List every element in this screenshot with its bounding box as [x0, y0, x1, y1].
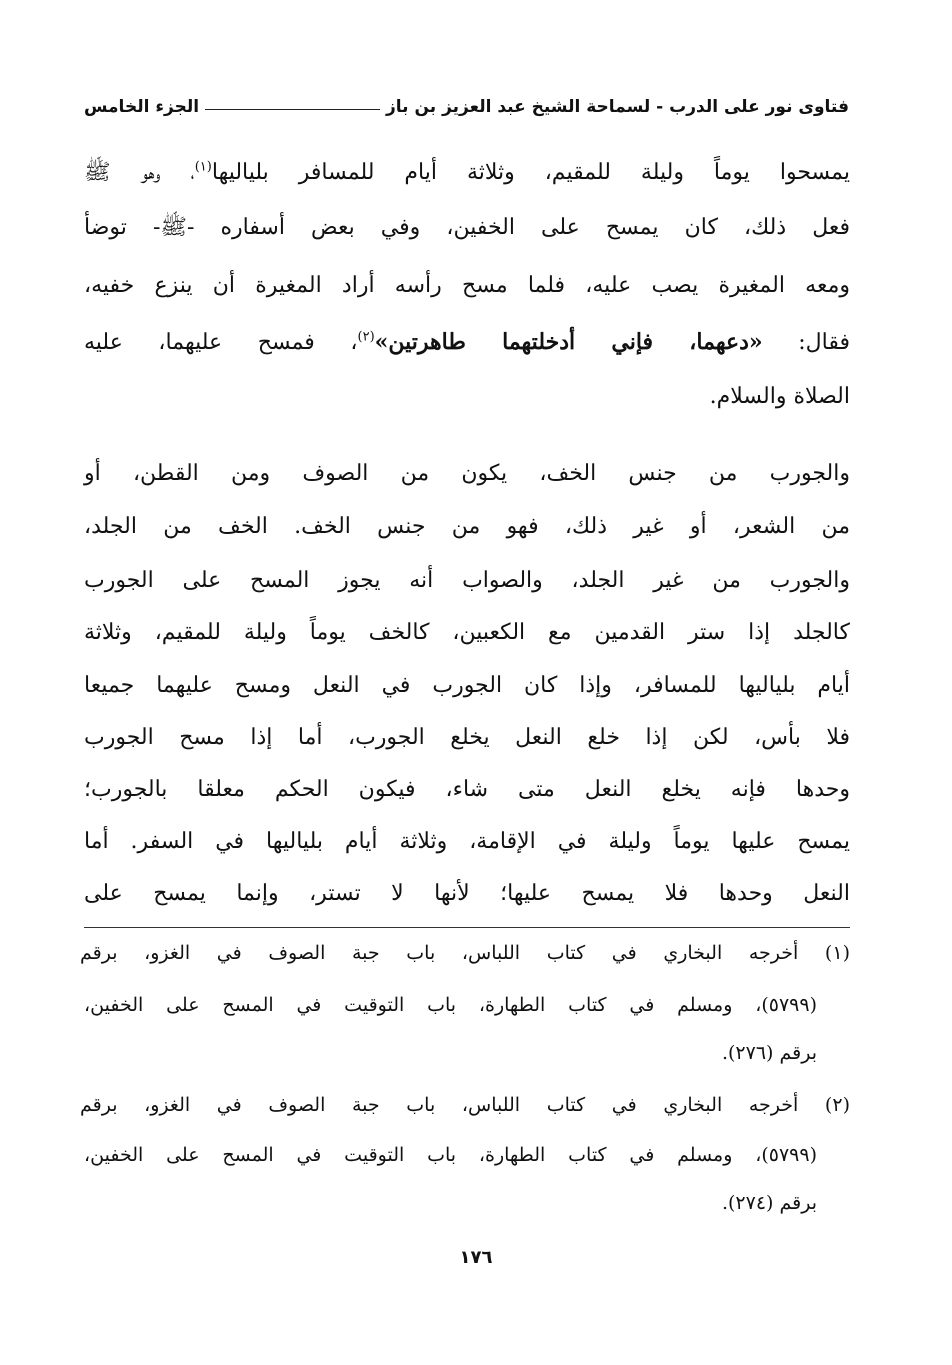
- text-line: [84, 327, 850, 358]
- book-title: فتاوى نور على الدرب - لسماحة الشيخ عبد العزيز بن باز: [386, 97, 849, 117]
- text-line: يمسح عليها يوماً وليلة في الإقامة، وثلاثة أيام بلياليها في السفر. أما: [84, 829, 850, 854]
- footnote-line: (٥٧٩٩)، ومسلم في كتاب الطهارة، باب التوقيت في المسح على الخفين،: [84, 994, 817, 1016]
- text-line: النعل وحدها فلا يمسح عليها؛ لأنها لا تستر، وإنما يمسح على: [84, 881, 850, 906]
- footnote-number: (١): [824, 942, 850, 964]
- text-line: ومعه المغيرة يصب عليه، فلما مسح رأسه أراد المغيرة أن ينزع خفيه،: [84, 273, 850, 298]
- footnote-ref: (١): [194, 159, 212, 175]
- running-header: [84, 92, 849, 122]
- page-number: ١٧٦: [459, 1247, 493, 1268]
- text-line: والجورب من جنس الخف، يكون من الصوف ومن القطن، أو: [84, 461, 850, 486]
- footnote-line: (٥٧٩٩)، ومسلم في كتاب الطهارة، باب التوقيت في المسح على الخفين،: [84, 1144, 817, 1166]
- text-span: ، وهو ﷺ: [84, 160, 195, 185]
- text-line: فعل ذلك، كان يمسح على الخفين، وفي بعض أسفاره -ﷺ- توضأ: [84, 215, 850, 240]
- footnote-line: [80, 940, 850, 966]
- hadith-quote: «دعهما، فإني أدخلتهما طاهرتين»: [374, 329, 763, 355]
- text-line: وحدها فإنه يخلع النعل متى شاء، فيكون الحكم معلقا بالجورب؛: [84, 777, 851, 802]
- footnote-line: برقم (٢٧٤).: [721, 1192, 817, 1214]
- footnote-ref: (٢): [357, 329, 375, 345]
- volume-label: الجزء الخامس: [84, 97, 200, 117]
- text-line: الصلاة والسلام.: [709, 384, 850, 409]
- footnote-line: برقم (٢٧٦).: [721, 1042, 817, 1064]
- text-line: كالجلد إذا ستر القدمين مع الكعبين، كالخف يوماً وليلة للمقيم، وثلاثة: [84, 620, 850, 645]
- footnote-line: [80, 1092, 850, 1118]
- footnote-text: أخرجه البخاري في كتاب اللباس، باب جبة الصوف في الغزو، برقم: [80, 1094, 799, 1116]
- text-line: [84, 158, 850, 188]
- header-rule: [205, 109, 380, 110]
- footnote-number: (٢): [824, 1094, 850, 1116]
- footnote-rule: [84, 927, 850, 928]
- text-span: فقال:: [798, 330, 850, 355]
- text-span: يمسحوا يوماً وليلة للمقيم، وثلاثة أيام للمسافر بلياليها: [211, 160, 850, 185]
- footnote-text: أخرجه البخاري في كتاب اللباس، باب جبة الصوف في الغزو، برقم: [80, 942, 799, 964]
- text-line: أيام بلياليها للمسافر، وإذا كان الجورب في النعل ومسح عليهما جميعا: [84, 673, 850, 698]
- text-line: فلا بأس، لكن إذا خلع النعل يخلع الجورب، أما إذا مسح الجورب: [84, 725, 850, 750]
- text-line: من الشعر، أو غير ذلك، فهو من جنس الخف. الخف من الجلد،: [84, 514, 850, 539]
- text-span: ، فمسح عليهما، عليه: [84, 330, 358, 355]
- text-line: والجورب من غير الجلد، والصواب أنه يجوز المسح على الجورب: [84, 568, 850, 593]
